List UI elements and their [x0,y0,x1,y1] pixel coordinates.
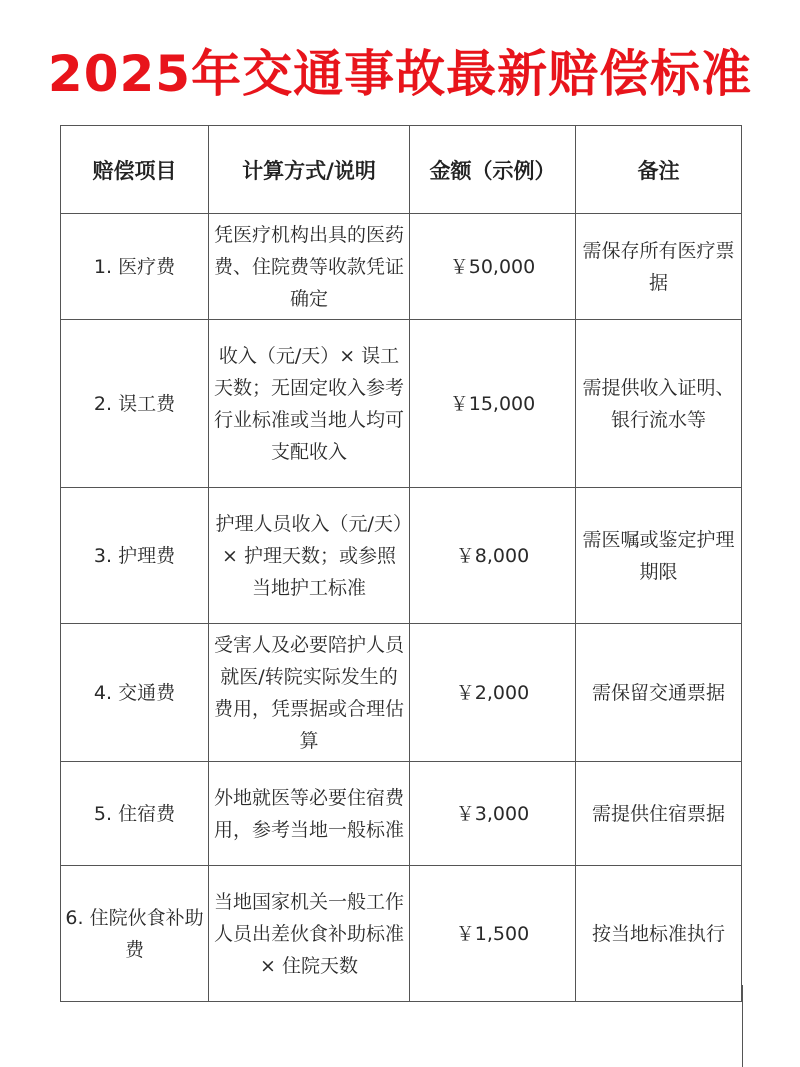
header-note: 备注 [576,126,742,214]
row-amount: ￥2,000 [410,624,576,762]
row-item: 5. 住宿费 [61,762,209,866]
row-item: 2. 误工费 [61,320,209,488]
row-amount: ￥50,000 [410,214,576,320]
row-calc: 收入（元/天）× 误工天数；无固定收入参考行业标准或当地人均可支配收入 [209,320,410,488]
row-item: 3. 护理费 [61,488,209,624]
row-calc: 当地国家机关一般工作人员出差伙食补助标准 × 住院天数 [209,866,410,1002]
row-calc: 外地就医等必要住宿费用，参考当地一般标准 [209,762,410,866]
page-title: 2025年交通事故最新赔偿标准 [47,45,753,103]
table-row [61,214,742,320]
table-row [61,488,742,624]
row-note: 需保存所有医疗票据 [576,214,742,320]
table-row [61,866,742,1002]
row-note: 需提供收入证明、银行流水等 [576,320,742,488]
row-note: 需医嘱或鉴定护理期限 [576,488,742,624]
row-calc: 护理人员收入（元/天）× 护理天数；或参照当地护工标准 [209,488,410,624]
table-row [61,320,742,488]
row-amount: ￥8,000 [410,488,576,624]
row-amount: ￥3,000 [410,762,576,866]
torn-edge-divider [742,985,783,1067]
compensation-table [60,125,742,1002]
header-item: 赔偿项目 [61,126,209,214]
row-note: 需保留交通票据 [576,624,742,762]
row-amount: ￥15,000 [410,320,576,488]
row-item: 4. 交通费 [61,624,209,762]
row-calc: 受害人及必要陪护人员就医/转院实际发生的费用，凭票据或合理估算 [209,624,410,762]
table-header-row [61,126,742,214]
row-note: 按当地标准执行 [576,866,742,1002]
header-calc: 计算方式/说明 [209,126,410,214]
header-amount: 金额（示例） [410,126,576,214]
row-item: 6. 住院伙食补助费 [61,866,209,1002]
row-calc: 凭医疗机构出具的医药费、住院费等收款凭证确定 [209,214,410,320]
table-row [61,624,742,762]
table-row [61,762,742,866]
row-amount: ￥1,500 [410,866,576,1002]
row-item: 1. 医疗费 [61,214,209,320]
row-note: 需提供住宿票据 [576,762,742,866]
